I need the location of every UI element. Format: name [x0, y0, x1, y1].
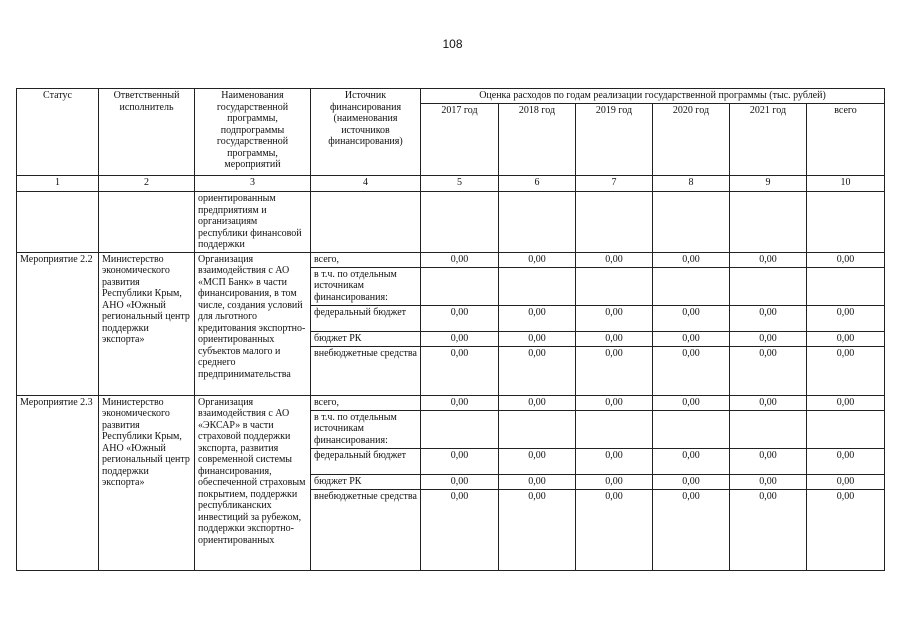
header-year-2019: 2019 год: [576, 104, 653, 176]
table-row: [17, 252, 885, 267]
value-cell: 0,00: [499, 252, 576, 267]
value-cell: 0,00: [730, 395, 807, 410]
value-cell: 0,00: [421, 448, 499, 474]
value-cell: 0,00: [730, 305, 807, 331]
value-cell: 0,00: [421, 305, 499, 331]
value-cell: 0,00: [653, 346, 730, 395]
value-cell: 0,00: [653, 448, 730, 474]
column-index: 8: [653, 176, 730, 192]
value-cell: 0,00: [730, 448, 807, 474]
value-cell: 0,00: [499, 448, 576, 474]
source-cell: бюджет РК: [311, 474, 421, 489]
value-cell: 0,00: [421, 346, 499, 395]
value-cell: 0,00: [807, 252, 885, 267]
value-cell: 0,00: [576, 474, 653, 489]
source-cell: всего,: [311, 252, 421, 267]
column-index-row: [17, 176, 885, 192]
value-cell: 0,00: [499, 305, 576, 331]
source-cell: федеральный бюджет: [311, 448, 421, 474]
value-cell: 0,00: [730, 331, 807, 346]
value-cell: 0,00: [421, 331, 499, 346]
value-cell: 0,00: [499, 474, 576, 489]
source-cell: в т.ч. по отдельным источникам финансирования:: [311, 267, 421, 305]
value-cell: 0,00: [653, 252, 730, 267]
value-cell: 0,00: [499, 331, 576, 346]
value-cell: 0,00: [576, 448, 653, 474]
value-cell: 0,00: [576, 395, 653, 410]
value-cell: 0,00: [730, 252, 807, 267]
value-cell: 0,00: [807, 489, 885, 570]
measure-name: Организация взаимодействия с АО «ЭКСАР» в части страховой поддержки экспорта, развития современной системы финансирования, обеспеченной страховым покрытием, поддержки республиканских инвестиций за рубежом, поддержки экспортно-ориентированных: [195, 395, 311, 570]
value-cell: 0,00: [730, 346, 807, 395]
value-cell: 0,00: [576, 252, 653, 267]
continuation-row: [17, 192, 885, 253]
source-cell: бюджет РК: [311, 331, 421, 346]
header-status: Статус: [17, 89, 99, 176]
column-index: 2: [99, 176, 195, 192]
value-cell: 0,00: [421, 489, 499, 570]
column-index: 1: [17, 176, 99, 192]
measure-executor: Министерство экономического развития Республики Крым, АНО «Южный региональный центр поддержки экспорта»: [99, 395, 195, 570]
source-cell: в т.ч. по отдельным источникам финансирования:: [311, 410, 421, 448]
header-name: Наименования государственной программы, подпрограммы государственной программы, мероприятий: [195, 89, 311, 176]
value-cell: 0,00: [421, 395, 499, 410]
value-cell: 0,00: [576, 346, 653, 395]
header-estimate: Оценка расходов по годам реализации государственной программы (тыс. рублей): [421, 89, 885, 104]
value-cell: 0,00: [576, 305, 653, 331]
measure-executor: Министерство экономического развития Республики Крым, АНО «Южный региональный центр поддержки экспорта»: [99, 252, 195, 395]
measure-status: Мероприятие 2.2: [17, 252, 99, 395]
header-year-2018: 2018 год: [499, 104, 576, 176]
value-cell: 0,00: [576, 331, 653, 346]
header-source: Источник финансирования (наименования источников финансирования): [311, 89, 421, 176]
column-index: 9: [730, 176, 807, 192]
value-cell: 0,00: [653, 489, 730, 570]
value-cell: 0,00: [653, 395, 730, 410]
value-cell: 0,00: [730, 489, 807, 570]
header-year-2020: 2020 год: [653, 104, 730, 176]
value-cell: 0,00: [807, 448, 885, 474]
column-index: 7: [576, 176, 653, 192]
value-cell: 0,00: [807, 474, 885, 489]
measure-status: Мероприятие 2.3: [17, 395, 99, 570]
value-cell: 0,00: [499, 489, 576, 570]
value-cell: 0,00: [653, 331, 730, 346]
value-cell: 0,00: [421, 474, 499, 489]
value-cell: 0,00: [807, 346, 885, 395]
value-cell: 0,00: [499, 395, 576, 410]
source-cell: федеральный бюджет: [311, 305, 421, 331]
measure-name: Организация взаимодействия с АО «МСП Банк» в части финансирования, в том числе, создания условий для льготного кредитования экспортно-ориентированных субъектов малого и среднего предпринимательства: [195, 252, 311, 395]
page-number: 108: [442, 37, 463, 51]
column-index: 6: [499, 176, 576, 192]
value-cell: 0,00: [421, 252, 499, 267]
value-cell: 0,00: [653, 474, 730, 489]
continuation-text: ориентированным предприятиям и организациям республики финансовой поддержки: [195, 192, 311, 253]
value-cell: 0,00: [499, 346, 576, 395]
budget-table: [16, 88, 885, 571]
source-cell: внебюджетные средства: [311, 346, 421, 395]
column-index: 3: [195, 176, 311, 192]
value-cell: 0,00: [807, 331, 885, 346]
header-row: [17, 89, 885, 104]
value-cell: 0,00: [807, 305, 885, 331]
value-cell: 0,00: [576, 489, 653, 570]
header-year-total: всего: [807, 104, 885, 176]
table-row: [17, 395, 885, 410]
column-index: 10: [807, 176, 885, 192]
source-cell: внебюджетные средства: [311, 489, 421, 570]
header-year-2017: 2017 год: [421, 104, 499, 176]
value-cell: 0,00: [653, 305, 730, 331]
column-index: 5: [421, 176, 499, 192]
header-year-2021: 2021 год: [730, 104, 807, 176]
value-cell: 0,00: [730, 474, 807, 489]
value-cell: 0,00: [807, 395, 885, 410]
source-cell: всего,: [311, 395, 421, 410]
column-index: 4: [311, 176, 421, 192]
header-executor: Ответственный исполнитель: [99, 89, 195, 176]
